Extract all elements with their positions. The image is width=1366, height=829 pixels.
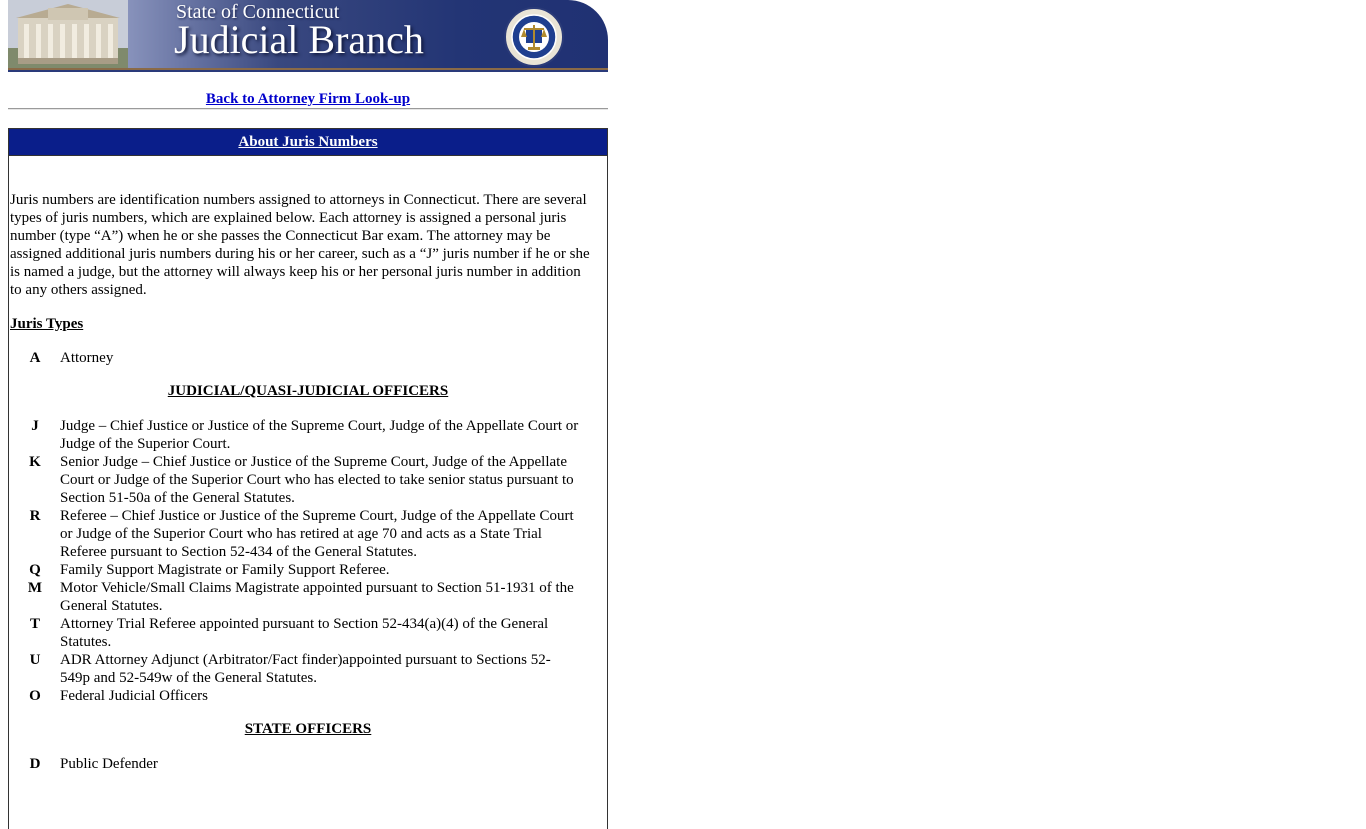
judicial-officers-heading: JUDICIAL/QUASI-JUDICIAL OFFICERS — [167, 383, 449, 399]
intro-paragraph: Juris numbers are identification numbers assigned to attorneys in Connecticut. There are several types of juris numbers, which are explained below. Each attorney is assigned a personal juris number (type “A”) when he or she passes the Connecticut Bar exam. The attorney may be assigned additional juris numbers during his or her career, such as a “J” juris number if he or she is named a judge, but the attorney will always keep his or her personal juris number in addition to any others assigned. — [10, 192, 590, 298]
juris-description: Federal Judicial Officers — [60, 688, 209, 704]
juris-code: J — [31, 418, 39, 434]
juris-code: M — [27, 580, 43, 596]
juris-description: Motor Vehicle/Small Claims Magistrate appointed pursuant to Section 51-1931 of the General Statutes. — [60, 580, 574, 614]
juris-code: U — [29, 652, 41, 668]
back-link-container — [8, 90, 608, 108]
panel-header — [9, 129, 607, 156]
courthouse-building-image — [8, 0, 128, 68]
juris-code: D — [29, 756, 41, 772]
banner-kicker: State of Connecticut — [176, 1, 340, 23]
juris-code: O — [29, 688, 41, 704]
horizontal-rule — [8, 108, 608, 110]
juris-description: Attorney Trial Referee appointed pursuant to Section 52-434(a)(4) of the General Statutes. — [60, 616, 549, 650]
juris-code: A — [29, 350, 41, 366]
juris-description: Attorney — [60, 350, 114, 366]
about-juris-numbers-link[interactable]: About Juris Numbers — [238, 134, 378, 150]
juris-code: R — [29, 508, 41, 524]
state-officers-heading: STATE OFFICERS — [244, 721, 372, 737]
juris-types-heading: Juris Types — [10, 316, 84, 332]
banner-title: Judicial Branch — [174, 17, 424, 62]
juris-info-panel — [8, 128, 608, 829]
juris-description: Family Support Magistrate or Family Support Referee. — [60, 562, 390, 578]
site-banner — [8, 0, 608, 72]
juris-code: T — [29, 616, 40, 632]
state-seal-icon — [504, 7, 564, 67]
juris-description: Public Defender — [60, 756, 158, 772]
back-to-attorney-firm-lookup-link[interactable]: Back to Attorney Firm Look-up — [205, 91, 411, 107]
banner-rule-dark — [8, 70, 608, 72]
juris-description: Senior Judge – Chief Justice or Justice of the Supreme Court, Judge of the Appellate Court or Judge of the Superior Court who has elected to take senior status pursuant to Section 51-50a of the General Statutes. — [60, 454, 574, 506]
juris-description: ADR Attorney Adjunct (Arbitrator/Fact finder)appointed pursuant to Sections 52-549p and 52-549w of the General Statutes. — [60, 652, 551, 686]
juris-code: K — [29, 454, 41, 470]
juris-description: Referee – Chief Justice or Justice of the Supreme Court, Judge of the Appellate Court or Judge of the Superior Court who has retired at age 70 and acts as a State Trial Referee pursuant to Section 52-434 of the General Statutes. — [60, 508, 574, 560]
juris-code: Q — [29, 562, 41, 578]
juris-description: Judge – Chief Justice or Justice of the Supreme Court, Judge of the Appellate Court or Judge of the Superior Court. — [60, 418, 579, 452]
